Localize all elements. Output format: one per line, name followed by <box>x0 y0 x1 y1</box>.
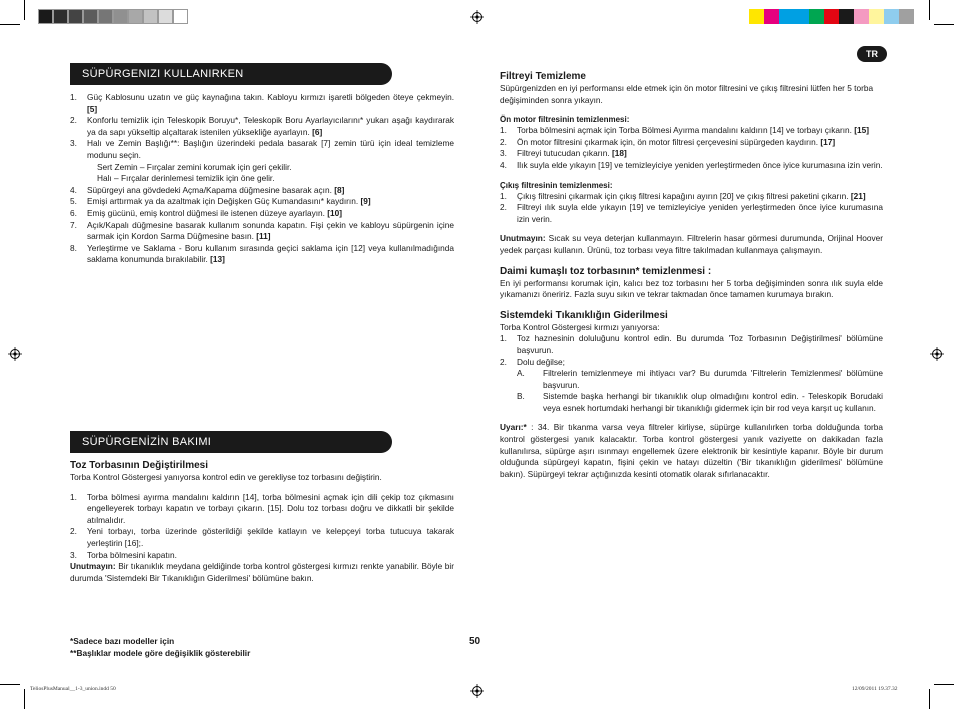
sub-item: Sert Zemin – Fırçalar zemini korumak için geri çekilir. <box>97 161 292 172</box>
item-number: 1. <box>500 125 507 136</box>
color-swatch <box>764 9 779 24</box>
gray-swatch <box>83 9 98 24</box>
item-number: 2. <box>70 526 77 537</box>
color-swatch <box>824 9 839 24</box>
warning-label: Uyarı:* <box>500 422 527 433</box>
filter-intro: Süpürgenizden en iyi performansı elde etmek için ön motor filtresini ve çıkış filtresini lütfen her 5 torba değişiminden sonra yıkayın. <box>500 83 874 105</box>
warning-text: : 34. Bir tıkanma varsa veya filtreler kirliyse, süpürge kullanılırken torba dolduğunda torba kontrol göstergesi yanık kalacaktır. Torba kontrol göstergesi yanık vaziyette on dakikadan fazla kullanılırsa, süpürge aşırı ısınmayı engellemek üzere elektronik bir kesintiyle kapanır. Böyle bir durum olduğunda süpürgeyi kapatın, fişini çekin ve hatayı düzeltin ('Bir tıkanıklığın giderilmesi' bölümüne bakın). Süpürgeyi tekrar açtığınızda kesinti otomatik olarak sıfırlanacaktır. <box>500 422 883 479</box>
item-number: 8. <box>70 242 77 253</box>
color-swatch <box>794 9 809 24</box>
color-swatch-bar <box>749 9 914 24</box>
color-swatch <box>809 9 824 24</box>
list-item <box>500 202 883 225</box>
section-title-text: SÜPÜRGENİZİN BAKIMI <box>82 436 212 448</box>
item-number: 4. <box>500 159 507 170</box>
left-column-using <box>70 92 454 266</box>
item-text: Yeni torbayı, torba üzerinde gösterildiği şekilde katlayın ve kelepçeyi torba tutucuya takarak yerleştirin [16];. <box>87 526 454 548</box>
list-item <box>517 391 883 414</box>
item-text: Yerleştirme ve Saklama - Boru kullanım sırasında geçici saklama için [12] veya kullanılmadığında saklama konumunda bırakılabilir. <box>87 242 454 265</box>
pre-motor-steps-list <box>500 125 883 171</box>
item-number: 2. <box>500 136 507 147</box>
item-text: Torba bölmesini kapatın. <box>87 549 177 560</box>
footnote-heads: **Başlıklar modele göre değişiklik gösterebilir <box>70 647 251 658</box>
gray-swatch <box>113 9 128 24</box>
list-item <box>70 138 454 184</box>
figure-ref: [5] <box>87 103 98 114</box>
pre-motor-filter-heading: Ön motor filtresinin temizlenmesi: <box>500 115 630 125</box>
page-number: 50 <box>469 636 481 647</box>
sub-item: Halı – Fırçalar derinlemesi temizlik için öne gelir. <box>97 173 275 184</box>
crop-mark-tr-v <box>929 0 930 20</box>
figure-ref: [9] <box>360 196 371 207</box>
footnotes <box>70 636 250 659</box>
figure-ref: [11] <box>256 231 271 242</box>
gray-swatch <box>53 9 68 24</box>
registration-target-icon <box>470 684 484 698</box>
dust-bag-steps-list <box>70 492 454 562</box>
list-item <box>70 220 454 243</box>
item-text: Sistemde başka herhangi bir tıkanıklık olup olmadığını kontrol edin. - Teleskopik Borudaki veya esnek hortumdaki herhangi bir tıkanıklığı gidermek için bir rod veya karşıt uç kullanın. <box>543 391 883 413</box>
dust-bag-heading: Toz Torbasının Değiştirilmesi <box>70 460 208 471</box>
crop-mark-tl-h <box>0 24 20 25</box>
left-column-maintenance <box>70 459 454 584</box>
color-swatch <box>884 9 899 24</box>
gray-swatch <box>98 9 113 24</box>
item-number: 1. <box>70 491 77 502</box>
item-number: 1. <box>70 92 77 102</box>
list-item <box>70 492 454 527</box>
crop-mark-br-v <box>929 689 930 709</box>
list-item <box>70 115 454 138</box>
list-item <box>70 208 454 220</box>
crop-mark-bl-v <box>24 689 25 709</box>
gray-swatch <box>38 9 53 24</box>
note-label: Unutmayın: <box>70 561 116 572</box>
gray-swatch <box>68 9 83 24</box>
gray-swatch <box>143 9 158 24</box>
item-letter: A. <box>517 368 525 379</box>
item-number: 1. <box>500 190 507 201</box>
item-number: 1. <box>500 333 507 344</box>
crop-mark-tr-h <box>934 24 954 25</box>
item-text: Ön motor filtresini çıkarmak için, ön motor filtresi çerçevesini süpürgeden kaydırın. <box>517 136 819 147</box>
figure-ref: [8] <box>334 184 345 195</box>
figure-ref: [10] <box>327 207 343 218</box>
slug-filename: TeliosPlusManual__1-3_union.indd 50 <box>30 686 116 692</box>
item-text: Dolu değilse; <box>517 356 565 367</box>
cloth-bag-text: En iyi performansı korumak için, kalıcı bez toz torbasını her 5 torba değişiminden sonra ılık suyla elde yıkamanızı öneririz. Fazla suyu sıkın ve tekrar takmadan önce tamamen kurumaya bırakın. <box>500 277 883 300</box>
item-text: Filtreyi ılık suyla elde yıkayın [19] ve temizleyiciye yeniden yerleştirmeden önce iyice kurumasına izin verin. <box>517 202 883 224</box>
footnote-models: *Sadece bazı modeller için <box>70 636 175 646</box>
color-swatch <box>749 9 764 24</box>
list-item <box>70 526 454 549</box>
list-item <box>70 550 454 562</box>
filter-note-paragraph <box>500 233 883 256</box>
warning-paragraph <box>500 422 883 480</box>
list-item <box>500 125 883 137</box>
list-item <box>517 368 883 391</box>
figure-ref: [18] <box>612 148 627 159</box>
blockage-heading: Sistemdeki Tıkanıklığın Giderilmesi <box>500 309 668 321</box>
registration-target-icon <box>8 347 22 361</box>
list-item <box>70 185 454 197</box>
item-letter: B. <box>517 391 525 402</box>
list-item <box>500 160 883 172</box>
list-item <box>70 243 454 266</box>
crop-mark-tl-v <box>24 0 25 20</box>
item-text: Filtreyi tutucudan çıkarın. <box>517 148 610 159</box>
item-text: Süpürgeyi ana gövdedeki Açma/Kapama düğmesine basarak açın. <box>87 184 332 195</box>
item-text: Emişi arttırmak ya da azaltmak için Değişken Güç Kumandasını* kaydırın. <box>87 196 359 207</box>
item-text: Emiş gücünü, emiş kontrol düğmesi ile istenen düzeye ayarlayın. <box>87 207 325 218</box>
gray-swatch <box>128 9 143 24</box>
item-number: 6. <box>70 207 77 218</box>
item-number: 3. <box>70 549 77 560</box>
crop-mark-br-h <box>934 684 954 685</box>
list-item <box>500 137 883 149</box>
note-text: Sıcak su veya deterjan kullanmayın. Filtrelerin hasar görmesi durumunda, Orijinal Hoover yedek parçası kullanın. Ürünü, toz torbası veya filtre takılmadan kullanmaya çalışmayın. <box>500 233 883 255</box>
item-number: 4. <box>70 184 77 195</box>
crop-mark-bl-h <box>0 684 20 685</box>
section-title-maintenance <box>70 431 392 453</box>
section-title-using <box>70 63 392 85</box>
cloth-bag-heading: Daimi kumaşlı toz torbasının* temizlenmesi : <box>500 265 712 277</box>
blockage-substeps-list <box>500 368 883 414</box>
figure-ref: [21] <box>850 190 866 201</box>
list-item <box>70 92 454 115</box>
filter-heading: Filtreyi Temizleme <box>500 71 586 82</box>
gray-swatch <box>173 9 188 24</box>
item-number: 2. <box>500 356 507 367</box>
item-text: Torba bölmesi ayırma mandalını kaldırın [14], torba bölmesini açmak için dili çekip toz çıkmasını engelleyerek torbayı kapatın ve torbayı çıkarın. [15]. Dolu toz torbası doğru ve dikkatli bir şekilde atılmalıdır. <box>87 491 454 525</box>
dust-bag-intro: Torba Kontrol Göstergesi yanıyorsa kontrol edin ve gerekliyse toz torbasını değiştirin. <box>70 472 382 482</box>
right-column <box>500 70 883 480</box>
item-text: Güç Kablosunu uzatın ve güç kaynağına takın. Kabloyu kırmızı işaretli bölgeden öteye çekmeyin. <box>87 92 454 102</box>
item-number: 3. <box>500 148 507 159</box>
list-item <box>500 191 883 203</box>
figure-ref: [15] <box>854 125 870 136</box>
item-number: 2. <box>70 115 77 126</box>
note-text: Bir tıkanıklık meydana geldiğinde torba kontrol göstergesi kırmızı renkte yanabilir. Böyle bir durumda 'Sistemdeki Bir Tıkanıklığın Giderilmesi' bölümüne bakın. <box>70 561 454 583</box>
section-title-text: SÜPÜRGENIZI KULLANIRKEN <box>82 68 244 80</box>
list-item <box>500 333 883 356</box>
item-text: Konforlu temizlik için Teleskopik Boruyu*, Teleskopik Boru Ayarlayıcılarını* yukarı aşağı kaydırarak ya da sapı yükseltip alçaltarak istenilen yüksekliğe ayarlayın. <box>87 115 454 137</box>
registration-target-icon <box>930 347 944 361</box>
figure-ref: [6] <box>312 126 323 137</box>
item-text: Ilık suyla elde yıkayın [19] ve temizleyiciye yeniden yerleştirmeden önce iyice kurumasına izin verin. <box>517 159 883 170</box>
item-number: 2. <box>500 202 507 213</box>
note-label: Unutmayın: <box>500 233 546 244</box>
item-text: Torba bölmesini açmak için Torba Bölmesi Ayırma mandalını kaldırın [14] ve torbayı çıkarın. <box>517 125 852 136</box>
item-text: Açık/Kapalı düğmesine basarak kullanım sonunda kapatın. Fişi çekin ve kabloyu süpürgenin içine sarmak için Kordon Sarma Düğmesine basın. <box>87 219 454 242</box>
list-item <box>500 357 883 369</box>
blockage-intro: Torba Kontrol Göstergesi kırmızı yanıyorsa: <box>500 321 660 332</box>
gray-swatch <box>158 9 173 24</box>
exhaust-steps-list <box>500 191 883 226</box>
language-badge: TR <box>857 46 887 62</box>
item-number: 3. <box>70 138 77 149</box>
list-item <box>500 148 883 160</box>
blockage-steps-list <box>500 333 883 368</box>
color-swatch <box>854 9 869 24</box>
slug-timestamp: 12/09/2011 19.37.32 <box>852 686 898 692</box>
exhaust-filter-heading: Çıkış filtresinin temizlenmesi: <box>500 180 613 190</box>
usage-steps-list <box>70 92 454 266</box>
color-swatch <box>869 9 884 24</box>
note-paragraph <box>70 561 454 584</box>
figure-ref: [17] <box>820 136 836 147</box>
item-text: Toz haznesinin doluluğunu kontrol edin. Bu durumda 'Toz Torbasının Değiştirilmesi' bölümüne başvurun. <box>517 333 883 355</box>
color-swatch <box>839 9 854 24</box>
item-number: 5. <box>70 196 77 207</box>
item-text: Halı ve Zemin Başlığı**: Başlığın üzerindeki pedala basarak [7] zemin türü için ideal temizleme modunu seçin. <box>87 138 454 160</box>
figure-ref: [13] <box>210 254 225 265</box>
list-item <box>70 196 454 208</box>
item-text: Çıkış filtresini çıkarmak için çıkış filtresi kapağını ayırın [20] ve çıkış filtresi paketini çıkarın. <box>517 190 849 201</box>
gray-swatch-bar <box>38 9 188 24</box>
registration-target-icon <box>470 10 484 24</box>
color-swatch <box>779 9 794 24</box>
color-swatch <box>899 9 914 24</box>
item-number: 7. <box>70 219 77 230</box>
item-text: Filtrelerin temizlenmeye mi ihtiyacı var? Bu durumda 'Filtrelerin Temizlenmesi' bölümüne başvurun. <box>543 368 883 390</box>
